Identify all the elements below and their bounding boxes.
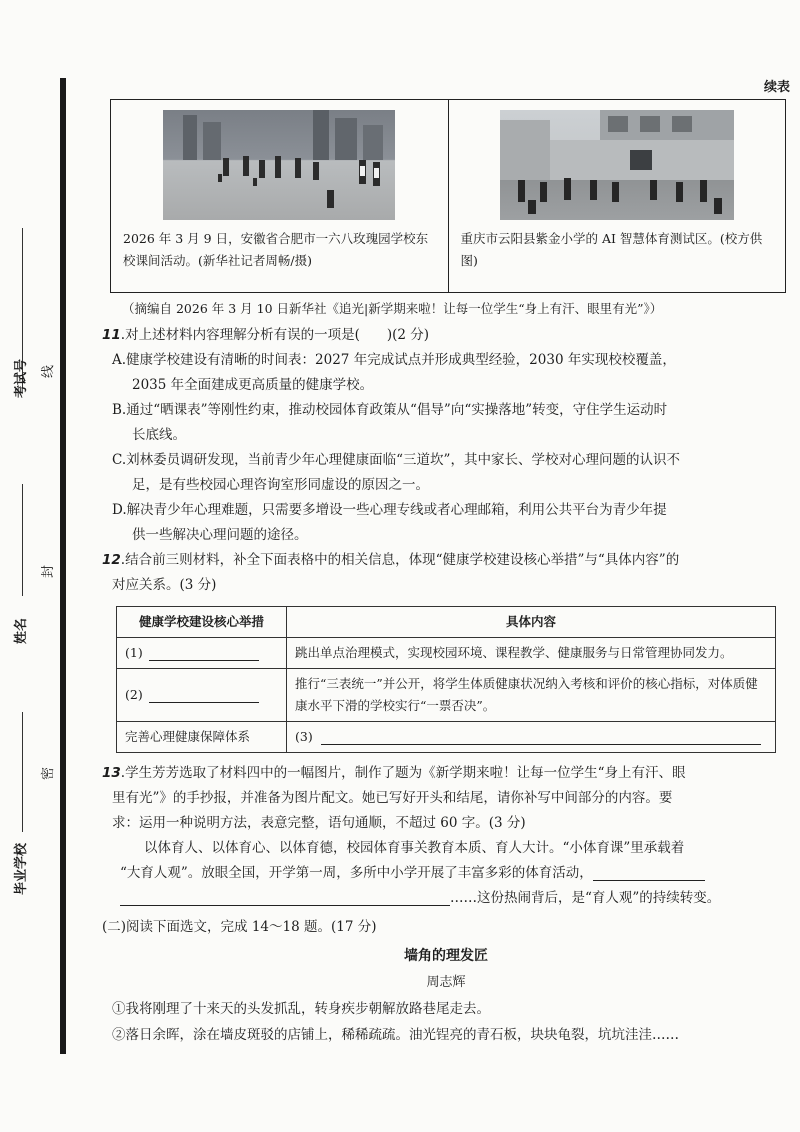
- seal-mark-seal: 封: [41, 564, 56, 578]
- passage-line1: 以体育人、以体育心、以体育德，校园体育事关教育本质、育人大计。“小体育课”里承载着: [144, 840, 685, 856]
- passage-line2: “大育人观”。放眼全国，开学第一周，多所中小学开展了丰富多彩的体育活动，: [120, 861, 790, 886]
- table-cell-blank-2[interactable]: (2): [117, 669, 287, 722]
- photo-cell-2: [448, 100, 786, 292]
- question-12-stem-line2: 对应关系。(3 分): [112, 577, 217, 593]
- option-a-line2: 2035 年全面建成更高质量的健康学校。: [132, 377, 374, 393]
- answer-blank-1[interactable]: [149, 647, 259, 661]
- question-13-stem-line2: 里有光”》的手抄报，并准备为图片配文。她已写好开头和结尾，请你补写中间部分的内容。要: [112, 790, 673, 806]
- option-a-line1: A.健康学校建设有清晰的时间表：2027 年完成试点并形成典型经验，2030 年实现校校覆盖，: [112, 352, 676, 368]
- photo-caption-1: 2026 年 3 月 9 日，安徽省合肥市一六八玫瑰园学校东校课间活动。(新华社记者周畅/摄): [123, 231, 429, 268]
- measures-table: [116, 606, 776, 753]
- exam-number-label: 考试号: [14, 358, 29, 398]
- article-paragraph-2: ②落日余晖，涂在墙皮斑驳的店铺上，稀稀疏疏。油光锃亮的青石板，块块龟裂，坑坑洼洼……: [112, 1027, 679, 1043]
- article-author: 周志辉: [426, 975, 466, 990]
- continuation-label: 续表: [763, 80, 790, 95]
- question-11: [102, 323, 790, 348]
- option-b[interactable]: [102, 398, 790, 448]
- playground-photo: [163, 110, 395, 220]
- table-cell: 完善心理健康保障体系: [117, 722, 287, 753]
- photo-caption-2: 重庆市云阳县紫金小学的 AI 智慧体育测试区。(校方供图): [460, 231, 763, 268]
- question-number: 11: [102, 327, 121, 343]
- school-label: 毕业学校: [14, 842, 29, 895]
- table-cell-blank-3[interactable]: (3): [287, 722, 776, 753]
- name-line: [22, 484, 23, 596]
- photo-table: [110, 99, 786, 293]
- ai-sports-test-photo: [500, 110, 734, 220]
- option-c-line2: 足，是有些校园心理咨询室形同虚设的原因之一。: [132, 477, 429, 493]
- table-row: [117, 638, 776, 669]
- source-citation: （摘编自 2026 年 3 月 10 日新华社《追光|新学期来啦！让每一位学生“身上有汗、眼里有光”》）: [122, 301, 663, 316]
- question-stem: .对上述材料内容理解分析有误的一项是( )(2 分): [120, 327, 430, 343]
- option-c[interactable]: [102, 448, 790, 498]
- page-content: [102, 76, 790, 1048]
- question-13-stem-line3: 求：运用一种说明方法，表意完整，语句通顺，不超过 60 字。(3 分): [112, 815, 526, 831]
- table-header-measure: 健康学校建设核心举措: [117, 607, 287, 638]
- option-b-line1: B.通过“晒课表”等刚性约束，推动校园体育政策从“倡导”向“实操落地”转变，守住学生运动时: [112, 402, 668, 418]
- option-d-line2: 供一些解决心理问题的途径。: [132, 527, 308, 543]
- answer-blank-2[interactable]: [149, 689, 259, 703]
- seal-mark-secret: 密: [41, 766, 56, 780]
- binding-bar: [60, 78, 66, 1054]
- answer-line-13a[interactable]: [593, 867, 705, 881]
- question-12: [102, 548, 790, 573]
- name-label: 姓名: [14, 617, 29, 644]
- article-title: 墙角的理发匠: [404, 948, 488, 964]
- answer-line-13b[interactable]: [120, 892, 450, 906]
- option-d-line1: D.解决青少年心理难题，只需要多增设一些心理专线或者心理邮箱，利用公共平台为青少年提: [112, 502, 667, 518]
- school-line: [22, 712, 23, 832]
- photo-cell-1: [111, 100, 448, 292]
- table-header-content: 具体内容: [287, 607, 776, 638]
- option-d[interactable]: [102, 498, 790, 548]
- option-b-line2: 长底线。: [132, 427, 186, 443]
- question-number: 13: [102, 765, 121, 781]
- table-row: [117, 669, 776, 722]
- article-paragraph-1: ①我将刚理了十来天的头发抓乱，转身疾步朝解放路巷尾走去。: [112, 1001, 490, 1017]
- binding-strip: [0, 0, 70, 1132]
- handwritten-passage: [102, 836, 790, 911]
- option-a[interactable]: [102, 348, 790, 398]
- answer-blank-3[interactable]: [321, 731, 761, 745]
- question-stem: .学生芳芳选取了材料四中的一幅图片，制作了题为《新学期来啦！让每一位学生“身上有汗、眼: [120, 765, 686, 781]
- table-cell-blank-1[interactable]: (1): [117, 638, 287, 669]
- question-13: [102, 761, 790, 786]
- question-number: 12: [102, 552, 121, 568]
- seal-mark-line: 线: [41, 364, 56, 378]
- section-heading: (二)阅读下面选文，完成 14～18 题。(17 分): [102, 919, 377, 935]
- table-cell: 跳出单点治理模式，实现校园环境、课程教学、健康服务与日常管理协同发力。: [287, 638, 776, 669]
- table-row: [117, 722, 776, 753]
- passage-line3: ……这份热闹背后，是“育人观”的持续转变。: [120, 886, 790, 911]
- table-cell: 推行“三表统一”并公开，将学生体质健康状况纳入考核和评价的核心指标，对体质健康水平下滑的学校实行“一票否决”。: [287, 669, 776, 722]
- question-stem: .结合前三则材料，补全下面表格中的相关信息，体现“健康学校建设核心举措”与“具体内容”的: [120, 552, 680, 568]
- option-c-line1: C.刘林委员调研发现，当前青少年心理健康面临“三道坎”，其中家长、学校对心理问题的认识不: [112, 452, 680, 468]
